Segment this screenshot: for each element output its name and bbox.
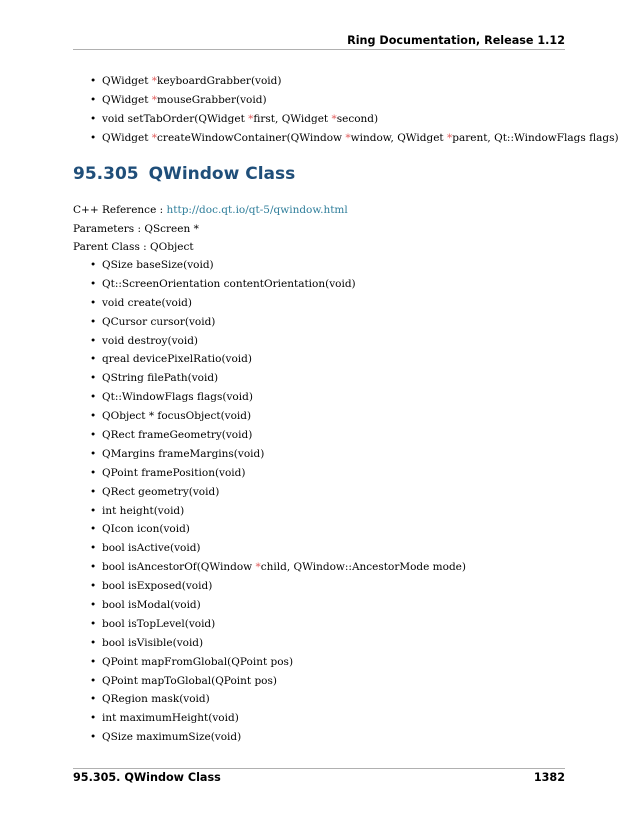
qwindow-methods-list — [90, 258, 578, 749]
list-item — [90, 598, 578, 617]
method-signature: Qt::ScreenOrientation contentOrientation(void) — [102, 277, 356, 290]
method-signature-part: bool isAncestorOf(QWindow — [102, 561, 256, 574]
method-signature: QMargins frameMargins(void) — [102, 447, 265, 460]
method-signature: QSize baseSize(void) — [102, 259, 214, 271]
cpp-reference-link[interactable]: http://doc.qt.io/qt-5/qwindow.html — [166, 204, 348, 216]
method-signature: bool isModal(void) — [102, 599, 201, 612]
method-signature-part: createWindowContainer(QWindow — [157, 131, 346, 144]
list-item — [90, 692, 578, 711]
pointer-marker: * — [151, 131, 158, 144]
list-item — [90, 636, 578, 655]
list-item — [90, 655, 578, 674]
bullet-icon: • — [90, 296, 97, 309]
list-item — [90, 258, 578, 277]
list-item — [90, 371, 578, 390]
bullet-icon: • — [90, 599, 97, 612]
bullet-icon: • — [90, 429, 97, 442]
list-item — [90, 277, 578, 296]
bullet-icon: • — [90, 410, 97, 423]
method-signature: QString filePath(void) — [102, 372, 219, 385]
bullet-icon: • — [90, 447, 97, 460]
list-item — [90, 409, 578, 428]
list-item — [90, 428, 578, 447]
section-number: 95.305 — [73, 164, 139, 184]
bullet-icon: • — [90, 580, 97, 593]
footer-rule — [73, 768, 565, 769]
method-signature-part: window, QWidget — [350, 131, 447, 144]
method-signature: bool isVisible(void) — [102, 636, 204, 649]
list-item — [90, 74, 578, 93]
parameters-line: Parameters : QScreen * — [73, 223, 199, 235]
bullet-icon: • — [90, 655, 97, 668]
header-rule — [73, 49, 565, 50]
method-signature: QObject * focusObject(void) — [102, 410, 252, 423]
list-item — [90, 93, 578, 112]
section-title-text: QWindow Class — [148, 164, 296, 184]
method-signature: bool isTopLevel(void) — [102, 617, 216, 630]
method-signature-part: void setTabOrder(QWidget — [102, 112, 249, 125]
method-signature-part: child, QWindow::AncestorMode mode) — [260, 561, 466, 574]
list-item — [90, 579, 578, 598]
bullet-icon: • — [90, 712, 97, 725]
list-item — [90, 485, 578, 504]
method-signature: bool isExposed(void) — [102, 580, 213, 593]
method-signature-part: second) — [336, 112, 379, 125]
method-signature: QPoint mapToGlobal(QPoint pos) — [102, 674, 277, 687]
bullet-icon: • — [90, 485, 97, 498]
pointer-marker: * — [446, 131, 453, 144]
page-number: 1382 — [533, 771, 565, 784]
method-signature: bool isActive(void) — [102, 542, 201, 555]
bullet-icon: • — [90, 693, 97, 706]
method-signature: QPoint framePosition(void) — [102, 466, 246, 479]
list-item — [90, 730, 578, 749]
list-item — [90, 711, 578, 730]
pointer-marker: * — [255, 561, 261, 574]
method-signature: int height(void) — [102, 504, 185, 517]
list-item — [90, 674, 578, 693]
bullet-icon: • — [90, 674, 97, 687]
method-signature-part: parent, Qt::WindowFlags flags) — [452, 131, 619, 144]
pointer-marker: * — [151, 75, 158, 87]
list-item — [90, 352, 578, 371]
bullet-icon: • — [90, 334, 97, 347]
bullet-icon: • — [90, 75, 97, 87]
list-item — [90, 617, 578, 636]
bullet-icon: • — [90, 523, 97, 536]
list-item — [90, 560, 578, 579]
cpp-reference-line — [73, 203, 348, 218]
method-signature-part: mouseGrabber(void) — [157, 93, 267, 106]
bullet-icon: • — [90, 131, 97, 144]
list-item — [90, 296, 578, 315]
bullet-icon: • — [90, 112, 97, 125]
list-item — [90, 447, 578, 466]
section-heading — [73, 164, 295, 184]
method-signature: QIcon icon(void) — [102, 523, 190, 536]
method-signature: QRect geometry(void) — [102, 485, 220, 498]
cpp-reference-label: C++ Reference : — [73, 204, 167, 216]
list-item — [90, 131, 619, 150]
list-item — [90, 390, 578, 409]
bullet-icon: • — [90, 504, 97, 517]
method-signature: void destroy(void) — [102, 334, 199, 347]
method-signature-part: QWidget — [102, 75, 152, 87]
bullet-icon: • — [90, 391, 97, 404]
pointer-marker: * — [331, 112, 337, 125]
method-signature-part: QWidget — [102, 93, 152, 106]
method-signature: QSize maximumSize(void) — [102, 731, 242, 744]
footer-section: 95.305. QWindow Class — [73, 771, 221, 784]
bullet-icon: • — [90, 561, 97, 574]
list-item — [90, 522, 578, 541]
parent-class-line: Parent Class : QObject — [73, 241, 194, 253]
running-header: Ring Documentation, Release 1.12 — [347, 34, 565, 47]
method-signature: int maximumHeight(void) — [102, 712, 239, 725]
method-signature-part: keyboardGrabber(void) — [157, 75, 282, 87]
list-item — [90, 466, 578, 485]
method-signature: Qt::WindowFlags flags(void) — [102, 391, 253, 404]
method-signature: QPoint mapFromGlobal(QPoint pos) — [102, 655, 294, 668]
method-signature: void create(void) — [102, 296, 193, 309]
pointer-marker: * — [345, 131, 351, 144]
method-signature: QCursor cursor(void) — [102, 315, 216, 328]
bullet-icon: • — [90, 277, 97, 290]
method-signature-part: QWidget — [102, 131, 152, 144]
list-item — [90, 334, 578, 353]
method-signature: qreal devicePixelRatio(void) — [102, 353, 252, 366]
list-item — [90, 315, 578, 334]
list-item — [90, 504, 578, 523]
pointer-marker: * — [151, 93, 158, 106]
method-signature: QRegion mask(void) — [102, 693, 210, 706]
bullet-icon: • — [90, 731, 97, 744]
pointer-marker: * — [248, 112, 254, 125]
bullet-icon: • — [90, 542, 97, 555]
bullet-icon: • — [90, 259, 97, 271]
inherited-methods-list — [90, 74, 619, 150]
bullet-icon: • — [90, 466, 97, 479]
list-item — [90, 541, 578, 560]
bullet-icon: • — [90, 636, 97, 649]
bullet-icon: • — [90, 617, 97, 630]
list-item — [90, 112, 578, 131]
method-signature: QRect frameGeometry(void) — [102, 429, 253, 442]
bullet-icon: • — [90, 315, 97, 328]
method-signature-part: first, QWidget — [253, 112, 332, 125]
bullet-icon: • — [90, 372, 97, 385]
bullet-icon: • — [90, 353, 97, 366]
bullet-icon: • — [90, 93, 97, 106]
